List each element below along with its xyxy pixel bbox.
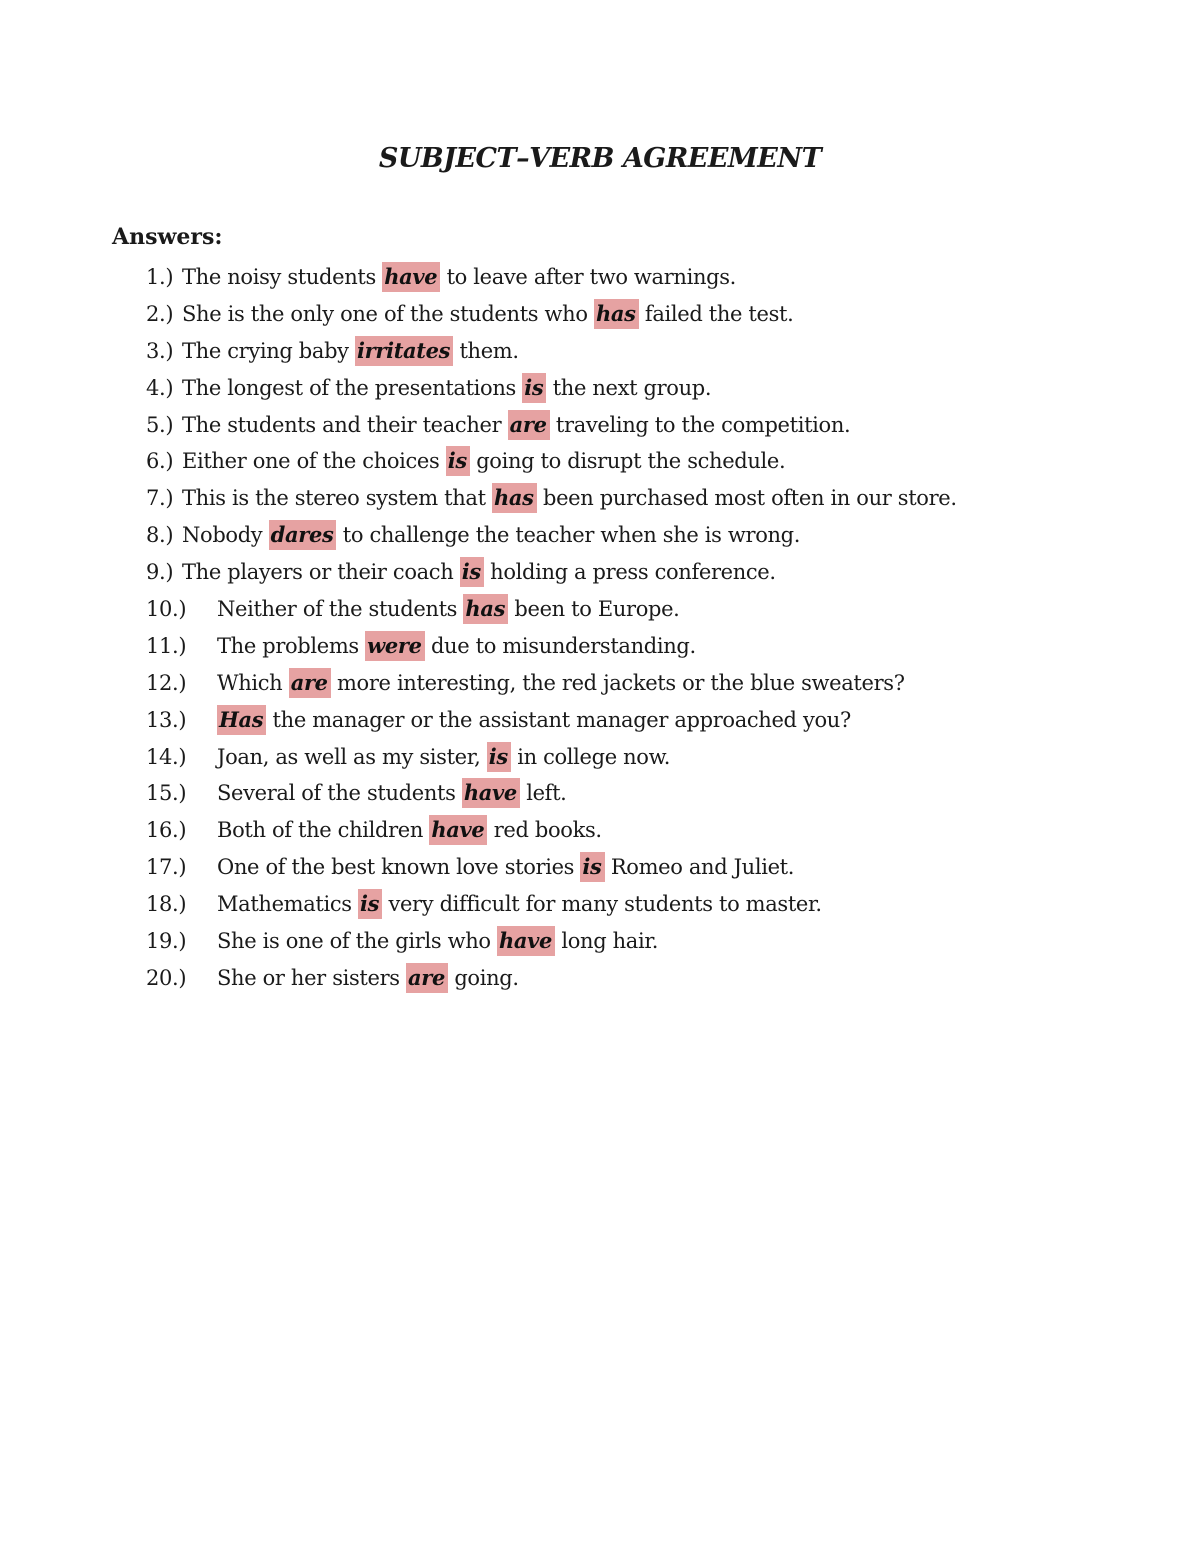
- highlighted-verb: is: [522, 373, 546, 403]
- highlighted-verb: has: [463, 594, 508, 624]
- sentence-after: going to disrupt the schedule.: [469, 449, 786, 474]
- highlighted-verb: are: [289, 668, 331, 698]
- answer-sentence: [182, 443, 785, 480]
- answer-number: 16.): [146, 818, 187, 843]
- answer-item: [0, 370, 1200, 407]
- answer-item: [0, 702, 1200, 739]
- sentence-after: to leave after two warnings.: [440, 265, 736, 289]
- answer-number: 6.): [146, 449, 174, 474]
- answer-item: [0, 554, 1200, 591]
- answer-sentence: [217, 886, 822, 923]
- sentence-after: failed the test.: [638, 301, 794, 326]
- sentence-after: left.: [519, 781, 567, 806]
- sentence-after: in college now.: [510, 744, 671, 769]
- sentence-before: She is the only one of the students who: [182, 301, 594, 326]
- highlighted-verb: are: [406, 963, 448, 993]
- answer-item: [0, 517, 1200, 554]
- answer-item: [0, 849, 1200, 886]
- answer-number: 18.): [146, 892, 187, 917]
- highlighted-verb: are: [508, 410, 550, 440]
- sentence-before: Neither of the students: [217, 597, 464, 622]
- answer-item: [0, 739, 1200, 776]
- sentence-before: The crying baby: [182, 338, 356, 363]
- highlighted-verb: have: [382, 262, 440, 292]
- answer-number: 15.): [146, 781, 187, 806]
- answer-item: [0, 665, 1200, 702]
- sentence-after: long hair.: [555, 929, 659, 954]
- answer-sentence: [217, 665, 905, 702]
- answer-number: 10.): [146, 597, 187, 622]
- answer-sentence: [217, 702, 851, 739]
- highlighted-verb: were: [365, 631, 424, 661]
- answer-number: 8.): [146, 523, 174, 548]
- answer-number: 9.): [146, 560, 174, 585]
- answer-sentence: [217, 812, 602, 849]
- answer-sentence: [217, 628, 696, 665]
- highlighted-verb: is: [358, 889, 382, 919]
- sentence-after: them.: [453, 338, 519, 363]
- highlighted-verb: is: [487, 742, 511, 772]
- answer-number: 5.): [146, 412, 174, 437]
- sentence-after: very difficult for many students to master.: [382, 892, 822, 917]
- sentence-before: Mathematics: [217, 892, 359, 917]
- answer-item: [0, 259, 1200, 296]
- answer-sentence: [217, 739, 670, 776]
- sentence-before: This is the stereo system that: [182, 486, 492, 511]
- highlighted-verb: dares: [269, 520, 337, 550]
- highlighted-verb: irritates: [355, 336, 453, 366]
- answer-number: 13.): [146, 707, 187, 732]
- answer-number: 19.): [146, 929, 187, 954]
- sentence-after: been to Europe.: [508, 597, 680, 622]
- answer-sentence: [217, 849, 794, 886]
- answer-item: [0, 628, 1200, 665]
- answer-sentence: [182, 259, 736, 296]
- answer-item: [0, 775, 1200, 812]
- answer-item: [0, 923, 1200, 960]
- answer-number: 20.): [146, 965, 187, 990]
- sentence-before: Several of the students: [217, 781, 462, 806]
- answers-label: Answers:: [112, 224, 223, 250]
- sentence-after: to challenge the teacher when she is wrong.: [336, 523, 801, 548]
- answer-number: 7.): [146, 486, 174, 511]
- sentence-before: Which: [217, 670, 289, 695]
- sentence-after: Romeo and Juliet.: [604, 855, 795, 880]
- sentence-before: The longest of the presentations: [182, 375, 523, 400]
- sentence-before: Joan, as well as my sister,: [217, 744, 487, 769]
- sentence-after: red books.: [487, 818, 602, 843]
- answer-sentence: [182, 554, 776, 591]
- sentence-after: going.: [448, 965, 519, 990]
- answer-number: 4.): [146, 375, 174, 400]
- sentence-after: holding a press conference.: [483, 560, 776, 585]
- answer-item: [0, 296, 1200, 333]
- sentence-before: The players or their coach: [182, 560, 460, 585]
- answer-list: [0, 259, 1200, 997]
- highlighted-verb: is: [460, 557, 484, 587]
- answer-item: [0, 886, 1200, 923]
- highlighted-verb: is: [580, 852, 604, 882]
- answer-sentence: [182, 370, 711, 407]
- answer-sentence: [182, 333, 519, 370]
- answer-sentence: [217, 591, 680, 628]
- sentence-before: The problems: [217, 633, 366, 658]
- answer-item: [0, 480, 1200, 517]
- sentence-after: been purchased most often in our store.: [536, 486, 957, 511]
- answer-sentence: [217, 775, 567, 812]
- highlighted-verb: has: [594, 299, 639, 329]
- sentence-before: She or her sisters: [217, 965, 407, 990]
- sentence-before: She is one of the girls who: [217, 929, 497, 954]
- highlighted-verb: Has: [217, 705, 266, 735]
- answer-number: 11.): [146, 633, 187, 658]
- answer-number: 17.): [146, 855, 187, 880]
- answer-sentence: [217, 923, 658, 960]
- answer-item: [0, 443, 1200, 480]
- sentence-before: The noisy students: [182, 265, 383, 289]
- answer-sentence: [182, 407, 850, 444]
- answer-item: [0, 407, 1200, 444]
- sentence-after: due to misunderstanding.: [424, 633, 696, 658]
- sentence-after: traveling to the competition.: [549, 412, 851, 437]
- sentence-before: One of the best known love stories: [217, 855, 581, 880]
- answer-number: 12.): [146, 670, 187, 695]
- answer-sentence: [182, 296, 793, 333]
- answer-number: 2.): [146, 301, 174, 326]
- sentence-after: the manager or the assistant manager approached you?: [266, 707, 851, 732]
- sentence-after: more interesting, the red jackets or the blue sweaters?: [330, 670, 905, 695]
- answer-number: 3.): [146, 338, 174, 363]
- answer-item: [0, 812, 1200, 849]
- answer-item: [0, 333, 1200, 370]
- page-title: SUBJECT–VERB AGREEMENT: [378, 143, 822, 174]
- answer-sentence: [182, 480, 957, 517]
- answer-sentence: [217, 960, 519, 997]
- sentence-before: Either one of the choices: [182, 449, 446, 474]
- highlighted-verb: has: [492, 483, 537, 513]
- answer-item: [0, 960, 1200, 997]
- answer-item: [0, 591, 1200, 628]
- answer-number: 1.): [146, 265, 174, 289]
- sentence-after: the next group.: [546, 375, 712, 400]
- answer-sentence: [182, 517, 800, 554]
- answer-number: 14.): [146, 744, 187, 769]
- highlighted-verb: have: [429, 815, 487, 845]
- highlighted-verb: have: [462, 778, 520, 808]
- highlighted-verb: have: [497, 926, 555, 956]
- sentence-before: Both of the children: [217, 818, 430, 843]
- sentence-before: The students and their teacher: [182, 412, 508, 437]
- sentence-before: Nobody: [182, 523, 269, 548]
- highlighted-verb: is: [446, 446, 470, 476]
